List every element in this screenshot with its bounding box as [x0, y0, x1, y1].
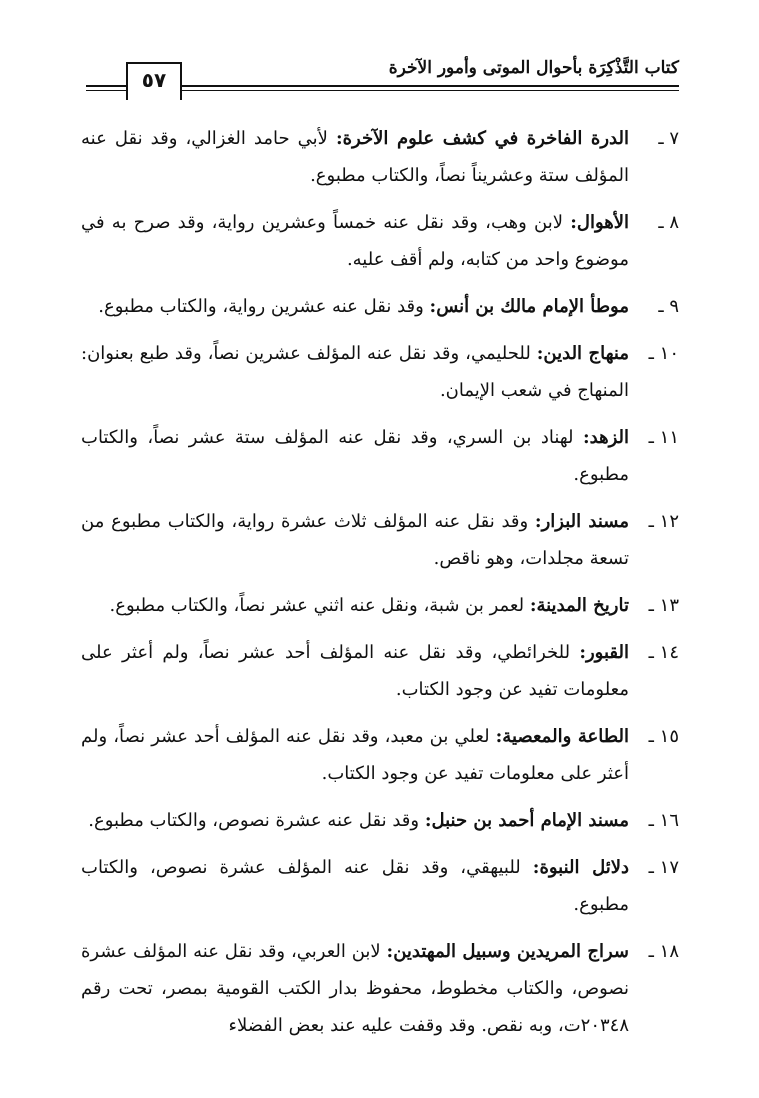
list-item	[81, 802, 679, 839]
entry-text: للخرائطي، وقد نقل عنه المؤلف أحد عشر نصاً، ولم أعثر على معلومات تفيد عن وجود الكتاب.	[81, 642, 629, 700]
list-item	[81, 503, 679, 577]
entry-text: لابن وهب، وقد نقل عنه خمساً وعشرين رواية، وقد صرح به في موضوع واحد من كتابه، ولم أقف عليه.	[81, 212, 629, 270]
entry-number: ١٧ ـ	[648, 857, 679, 878]
entry-number: ١٥ ـ	[648, 726, 679, 747]
list-item	[81, 587, 679, 624]
running-title: كتاب التَّذْكِرَة بأحوال الموتى وأمور الآخرة	[388, 58, 679, 78]
entry-number: ١٠ ـ	[648, 343, 679, 364]
entry-number: ١١ ـ	[648, 427, 679, 448]
entry-title: الطاعة والمعصية:	[495, 726, 630, 747]
entry-number: ١٤ ـ	[648, 642, 679, 663]
entry-text: وقد نقل عنه المؤلف ثلاث عشرة رواية، والكتاب مطبوع من تسعة مجلدات، وهو ناقص.	[81, 511, 629, 569]
list-item	[81, 634, 679, 708]
entry-number: ٧ ـ	[658, 128, 679, 149]
list-item	[81, 419, 679, 493]
reference-list	[81, 120, 679, 1054]
entry-title: موطأ الإمام مالك بن أنس:	[429, 296, 629, 317]
entry-title: الدرة الفاخرة في كشف علوم الآخرة:	[335, 128, 629, 149]
entry-title: دلائل النبوة:	[532, 857, 629, 878]
entry-title: مسند الإمام أحمد بن حنبل:	[424, 810, 629, 831]
entry-number: ٩ ـ	[658, 296, 679, 317]
entry-number: ١٦ ـ	[648, 810, 679, 831]
entry-title: القبور:	[579, 642, 629, 663]
entry-number: ١٢ ـ	[648, 511, 679, 532]
entry-number: ١٨ ـ	[648, 941, 679, 962]
list-item	[81, 288, 679, 325]
entry-title: مسند البزار:	[534, 511, 629, 532]
list-item	[81, 933, 679, 1044]
page-number: ٥٧	[126, 62, 182, 100]
entry-title: منهاج الدين:	[536, 343, 630, 364]
list-item	[81, 849, 679, 923]
entry-text: لهناد بن السري، وقد نقل عنه المؤلف ستة عشر نصاً، والكتاب مطبوع.	[81, 427, 629, 485]
entry-text: لأبي حامد الغزالي، وقد نقل عنه المؤلف ستة وعشريناً نصاً، والكتاب مطبوع.	[81, 128, 629, 186]
entry-text: لابن العربي، وقد نقل عنه المؤلف عشرة نصوص، والكتاب مخطوط، محفوظ بدار الكتب القومية بمصر، تحت رقم ٢٠٣٤٨ت، وبه نقص. وقد وقفت عليه عند بعض الفضلاء	[81, 941, 629, 1036]
list-item	[81, 718, 679, 792]
entry-text: وقد نقل عنه عشرة نصوص، والكتاب مطبوع.	[88, 810, 425, 831]
list-item	[81, 204, 679, 278]
entry-title: الزهد:	[582, 427, 629, 448]
entry-title: سراج المريدين وسبيل المهتدين:	[386, 941, 630, 962]
page-header	[86, 50, 679, 98]
entry-title: الأهوال:	[570, 212, 629, 233]
entry-text: لعلي بن معبد، وقد نقل عنه المؤلف أحد عشر نصاً، ولم أعثر على معلومات تفيد عن وجود الكتاب.	[81, 726, 629, 784]
entry-text: وقد نقل عنه عشرين رواية، والكتاب مطبوع.	[98, 296, 430, 317]
entry-number: ٨ ـ	[658, 212, 679, 233]
entry-text: للحليمي، وقد نقل عنه المؤلف عشرين نصاً، وقد طبع بعنوان: المنهاج في شعب الإيمان.	[81, 343, 629, 401]
entry-number: ١٣ ـ	[648, 595, 679, 616]
list-item	[81, 120, 679, 194]
entry-title: تاريخ المدينة:	[529, 595, 629, 616]
list-item	[81, 335, 679, 409]
entry-text: لعمر بن شبة، ونقل عنه اثني عشر نصاً، والكتاب مطبوع.	[109, 595, 530, 616]
entry-text: للبيهقي، وقد نقل عنه المؤلف عشرة نصوص، والكتاب مطبوع.	[81, 857, 629, 915]
